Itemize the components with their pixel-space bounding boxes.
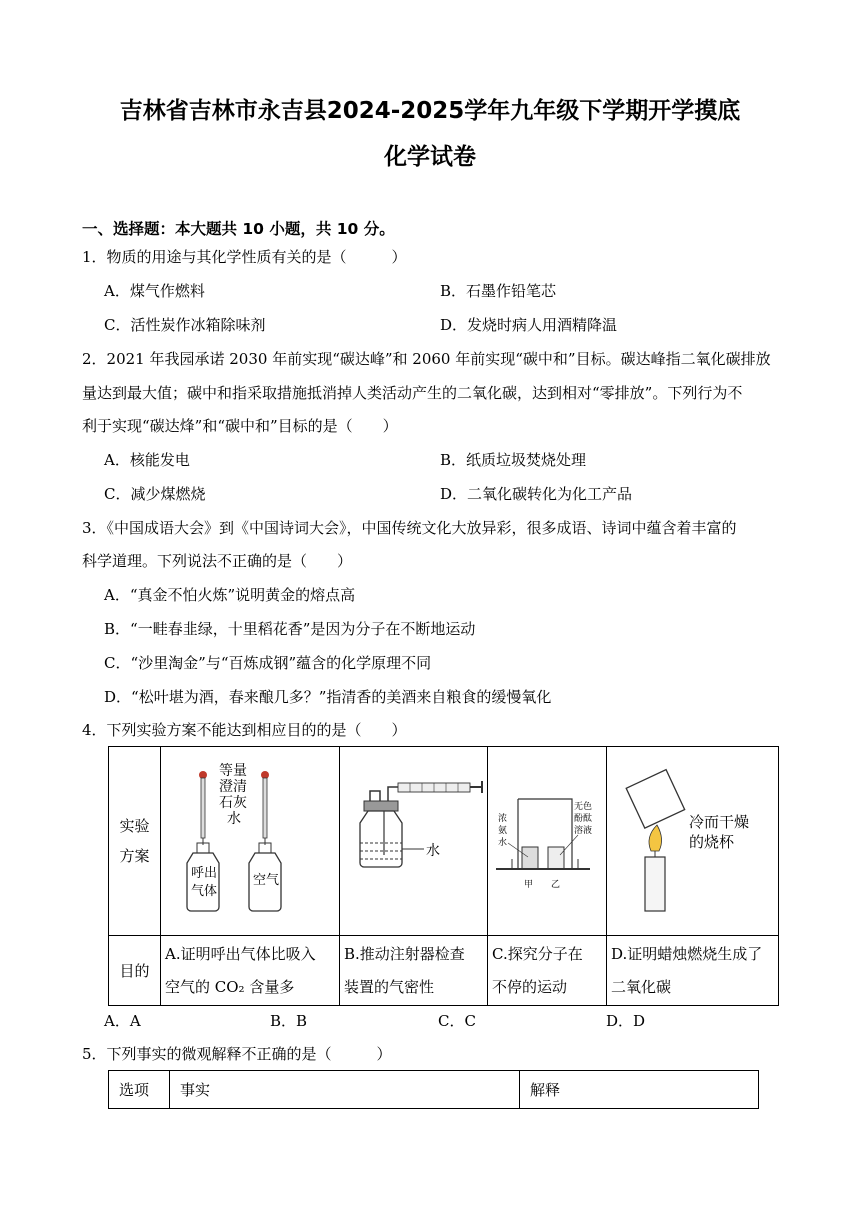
svg-text:溶液: 溶液	[574, 826, 593, 836]
q4-image-a	[161, 747, 340, 936]
q2-stem-line-1: 2．2021 年我园承诺 2030 年前实现“碳达峰”和 2060 年前实现“碳中和”目标。碳达峰指二氧化碳排放	[82, 350, 771, 368]
q4-table	[108, 746, 779, 1006]
q1-option-d: D．发烧时病人用酒精降温	[440, 316, 618, 334]
q2-option-c: C．减少煤燃烧	[104, 485, 206, 503]
svg-text:甲 乙: 甲 乙	[524, 880, 561, 890]
q2-option-a: A．核能发电	[104, 451, 190, 469]
q5-header-explanation: 解释	[520, 1071, 759, 1109]
q3-option-a: A．“真金不怕火炼”说明黄金的熔点高	[104, 586, 356, 604]
q4-answer-c: C．C	[438, 1012, 476, 1030]
svg-text:的烧杯: 的烧杯	[689, 833, 735, 851]
svg-text:酚酞: 酚酞	[574, 814, 593, 824]
experiment-a-illustration	[161, 747, 339, 931]
q2-option-d: D．二氧化碳转化为化工产品	[440, 485, 633, 503]
q4-purpose-b: B.推动注射器检查 装置的气密性	[340, 936, 488, 1006]
q3-option-c: C．“沙里淘金”与“百炼成钢”蕴含的化学原理不同	[104, 654, 432, 672]
q3-stem-line-1: 3．《中国成语大会》到《中国诗词大会》，中国传统文化大放异彩，很多成语、诗词中蕴含着丰富的	[82, 519, 737, 537]
svg-text:冷而干燥: 冷而干燥	[689, 813, 750, 831]
q1-stem: 1．物质的用途与其化学性质有关的是（ ）	[82, 248, 407, 266]
q4-purpose-a: A.证明呼出气体比吸入 空气的 CO₂ 含量多	[161, 936, 340, 1006]
q2-option-b: B．纸质垃圾焚烧处理	[440, 451, 587, 469]
section-heading: 一、选择题：本大题共 10 小题，共 10 分。	[82, 220, 395, 238]
q4-stem: 4．下列实验方案不能达到相应目的的是（ ）	[82, 721, 407, 739]
q3-option-b: B．“一畦春韭绿，十里稻花香”是因为分子在不断地运动	[104, 620, 476, 638]
q5-stem: 5．下列事实的微观解释不正确的是（ ）	[82, 1045, 392, 1063]
q4-answer-b: B．B	[270, 1012, 308, 1030]
q1-option-c: C．活性炭作冰箱除味剂	[104, 316, 266, 334]
title-line-1: 吉林省吉林市永吉县2024-2025学年九年级下学期开学摸底	[119, 98, 741, 124]
svg-text:空气: 空气	[253, 873, 280, 888]
q5-table	[108, 1070, 759, 1109]
q4-row-label-purpose: 目的	[109, 936, 161, 1006]
svg-text:水: 水	[426, 843, 440, 859]
svg-text:呼出: 呼出	[191, 866, 218, 881]
q4-image-b	[340, 747, 488, 936]
experiment-c-illustration	[488, 747, 606, 931]
svg-text:浓: 浓	[498, 814, 508, 824]
svg-text:水: 水	[227, 811, 241, 827]
q1-option-b: B．石墨作铅笔芯	[440, 282, 557, 300]
title-line-2: 化学试卷	[384, 144, 476, 170]
q5-header-fact: 事实	[170, 1071, 520, 1109]
svg-text:石灰: 石灰	[219, 795, 247, 811]
svg-text:气体: 气体	[191, 884, 218, 899]
q4-row-label-scheme: 实验 方案	[109, 747, 161, 936]
experiment-d-illustration	[607, 747, 778, 931]
svg-text:水: 水	[498, 838, 508, 848]
svg-text:澄清: 澄清	[219, 779, 247, 795]
q4-image-c	[488, 747, 607, 936]
q5-header-option: 选项	[109, 1071, 170, 1109]
q4-purpose-c: C.探究分子在 不停的运动	[488, 936, 607, 1006]
q2-stem-line-2: 量达到最大值；碳中和指采取措施抵消掉人类活动产生的二氧化碳，达到相对“零排放”。下列行为不	[82, 384, 743, 402]
q3-option-d: D．“松叶堪为酒，春来酿几多？”指清香的美酒来自粮食的缓慢氧化	[104, 688, 552, 706]
q4-answer-a: A．A	[104, 1012, 141, 1030]
experiment-b-illustration	[340, 747, 487, 931]
q4-purpose-d: D.证明蜡烛燃烧生成了 二氧化碳	[607, 936, 779, 1006]
q3-stem-line-2: 科学道理。下列说法不正确的是（ ）	[82, 552, 353, 570]
q2-stem-line-3: 利于实现“碳达烽”和“碳中和”目标的是（ ）	[82, 417, 398, 435]
q1-option-a: A．煤气作燃料	[104, 282, 205, 300]
q4-image-d	[607, 747, 779, 936]
svg-text:无色: 无色	[574, 802, 593, 812]
svg-text:氨: 氨	[498, 826, 508, 836]
svg-text:等量: 等量	[219, 763, 247, 779]
q4-answer-d: D．D	[606, 1012, 646, 1030]
